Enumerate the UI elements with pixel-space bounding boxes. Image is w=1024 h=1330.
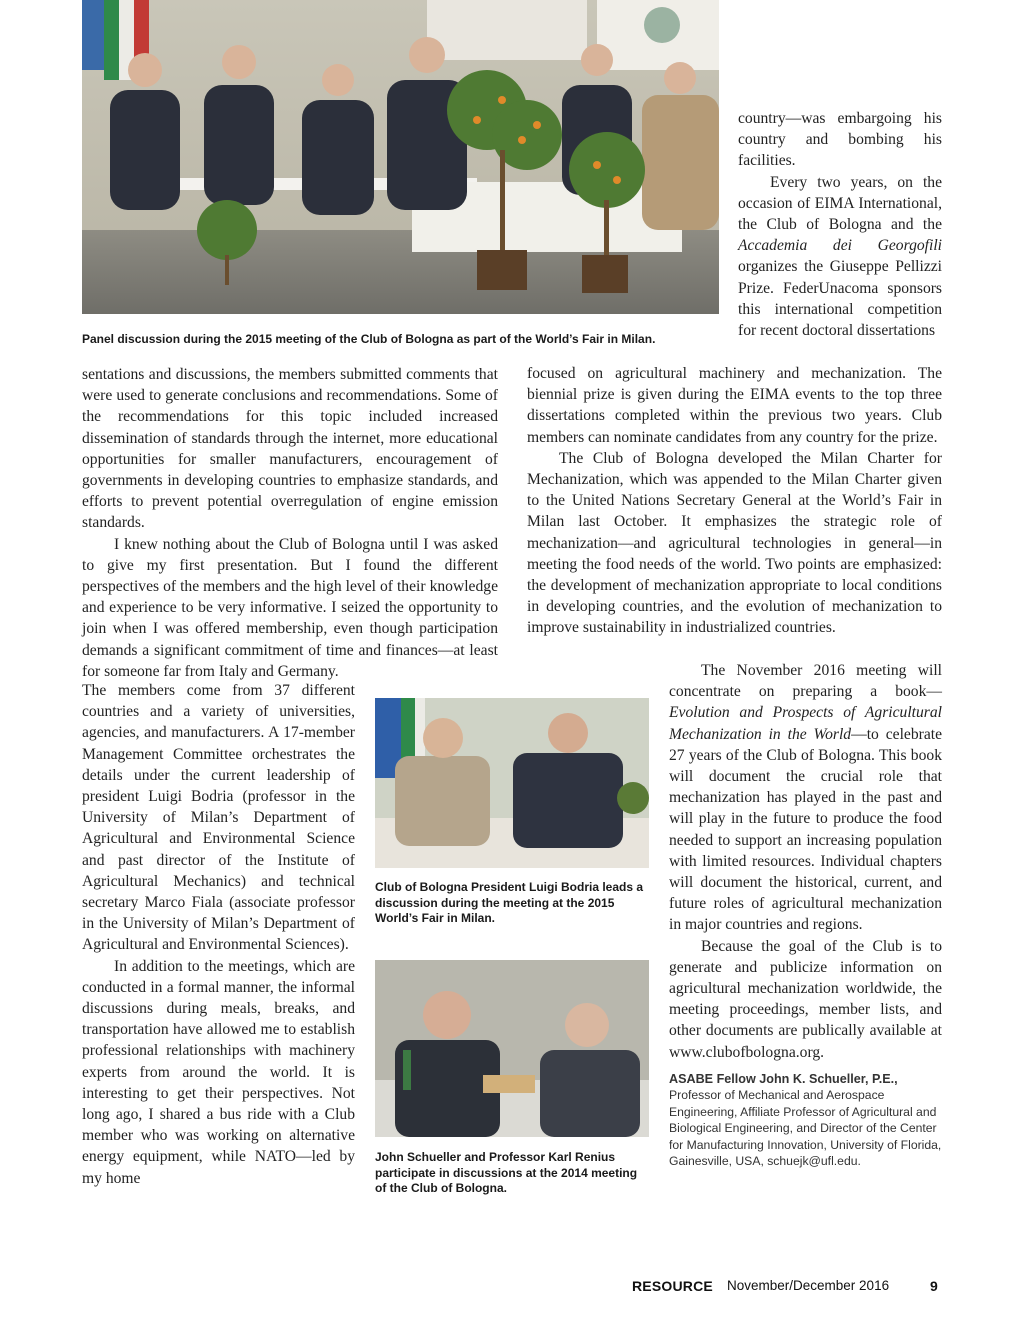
left-paragraph-4: In addition to the meetings, which are conducted in a formal manner, the informal discussions during meals, breaks, and transportation have allowed me to establish professional relationships with machinery experts from around the world. It is interesting to get their perspectives. Not long ago, I shared a bus ride with a Club member who was working on alternative energy equipment, while NATO—led by my home (82, 957, 355, 1187)
left-paragraph-1: sentations and discussions, the members submitted comments that were used to generate conclusions and recommendations. Some of the recommendations for this topic included increased dissemination of standards through the internet, more educational opportunities for smaller manufacturers, encouragement of governments in developing countries to emphasize standards, and efforts to prevent potential overregulation of engine emission standards. (82, 366, 498, 532)
author-bio (669, 1071, 942, 1170)
footer-issue: November/December 2016 (727, 1278, 890, 1293)
right-column-bottom (669, 660, 942, 1170)
schueller-renius-photo (375, 960, 649, 1137)
top-photo-caption: Panel discussion during the 2015 meeting of the Club of Bologna as part of the World’s Fair in Milan. (82, 332, 656, 346)
panel-discussion-photo (82, 0, 719, 314)
right-column-wide (527, 363, 942, 639)
left-paragraph-2: I knew nothing about the Club of Bologna until I was asked to give my first presentation. But I found the different perspectives of the members and the high level of their knowledge and experience to be very informative. I seized the opportunity to join when I was offered membership, even though participation demands a significant commitment of time and finances—at least for someone far from Italy and Germany. (82, 535, 498, 680)
left-column-narrow (82, 680, 355, 1189)
left-paragraph-3: The members come from 37 different countries and a variety of universities, agencies, and manufacturers. A 17-member Management Committee orchestrates the details under the current leadership of president Luigi Bodria (professor in the University of Milan’s Department of Agricultural and Environmental Science and past director of the Institute of Agricultural Mechanics) and technical secretary Marco Fiala (associate professor in the University of Milan’s Department of Agricultural and Environmental Sciences). (82, 682, 355, 954)
right-paragraph-5: The November 2016 meeting will concentrate on preparing a book—Evolution and Prospects of Agricultural Mechanization in the World—to celebrate 27 years of the Club of Bologna. This book will document the crucial role that mechanization has played in the past and will play in the future to produce the food needed to support an increasing population with limited resources. Individual chapters will document the historical, current, and future roles of agricultural mechanization in major countries and regions. (669, 662, 942, 934)
right-paragraph-4: The Club of Bologna developed the Milan Charter for Mechanization, which was appended to the Milan Charter given to the United Nations Secretary General at the World’s Fair in Milan last October. It emphasizes the strategic role of mechanization—and agricultural technologies in general—in meeting the food needs of the world. Two points are emphasized: the development of mechanization appropriate to local conditions in developing countries, and the evolution of mechanization to improve sustainability in industrialized countries. (527, 449, 942, 637)
right-column-top (738, 108, 942, 341)
author-name: ASABE Fellow John K. Schueller, P.E., (669, 1071, 898, 1086)
right-paragraph-3: focused on agricultural machinery and mechanization. The biennial prize is given during the EIMA events to the top three dissertations completed within the previous two years. Club members can nominate candidates from any country for the prize. (527, 365, 942, 446)
right-paragraph-1: country—was embargoing his country and bombing his facilities. (738, 110, 942, 170)
middle-photo-caption: Club of Bologna President Luigi Bodria leads a discussion during the meeting at the 2015 World’s Fair in Milan. (375, 880, 644, 925)
page-number: 9 (930, 1278, 938, 1294)
right-paragraph-2: Every two years, on the occasion of EIMA International, the Club of Bologna and the Accademia dei Georgofili organizes the Giuseppe Pellizzi Prize. FederUnacoma sponsors this international competition for recent doctoral dissertations (738, 173, 942, 340)
bodria-discussion-photo (375, 698, 649, 868)
left-column (82, 364, 498, 682)
bottom-photo-caption: John Schueller and Professor Karl Renius participate in discussions at the 2014 meeting of the Club of Bologna. (375, 1150, 638, 1195)
author-affiliation: Professor of Mechanical and Aerospace Engineering, Affiliate Professor of Agricultural and Biological Engineering, and Director of the Center for Manufacturing Innovation, University of Florida, Gainesville, USA, schuejk@ufl.edu. (669, 1088, 942, 1169)
right-paragraph-6: Because the goal of the Club is to generate and publicize information on agricultural mechanization worldwide, the meeting proceedings, member lists, and other documents are publically available at www.clubofbologna.org. (669, 937, 942, 1061)
footer-magazine: RESOURCE (632, 1278, 713, 1294)
